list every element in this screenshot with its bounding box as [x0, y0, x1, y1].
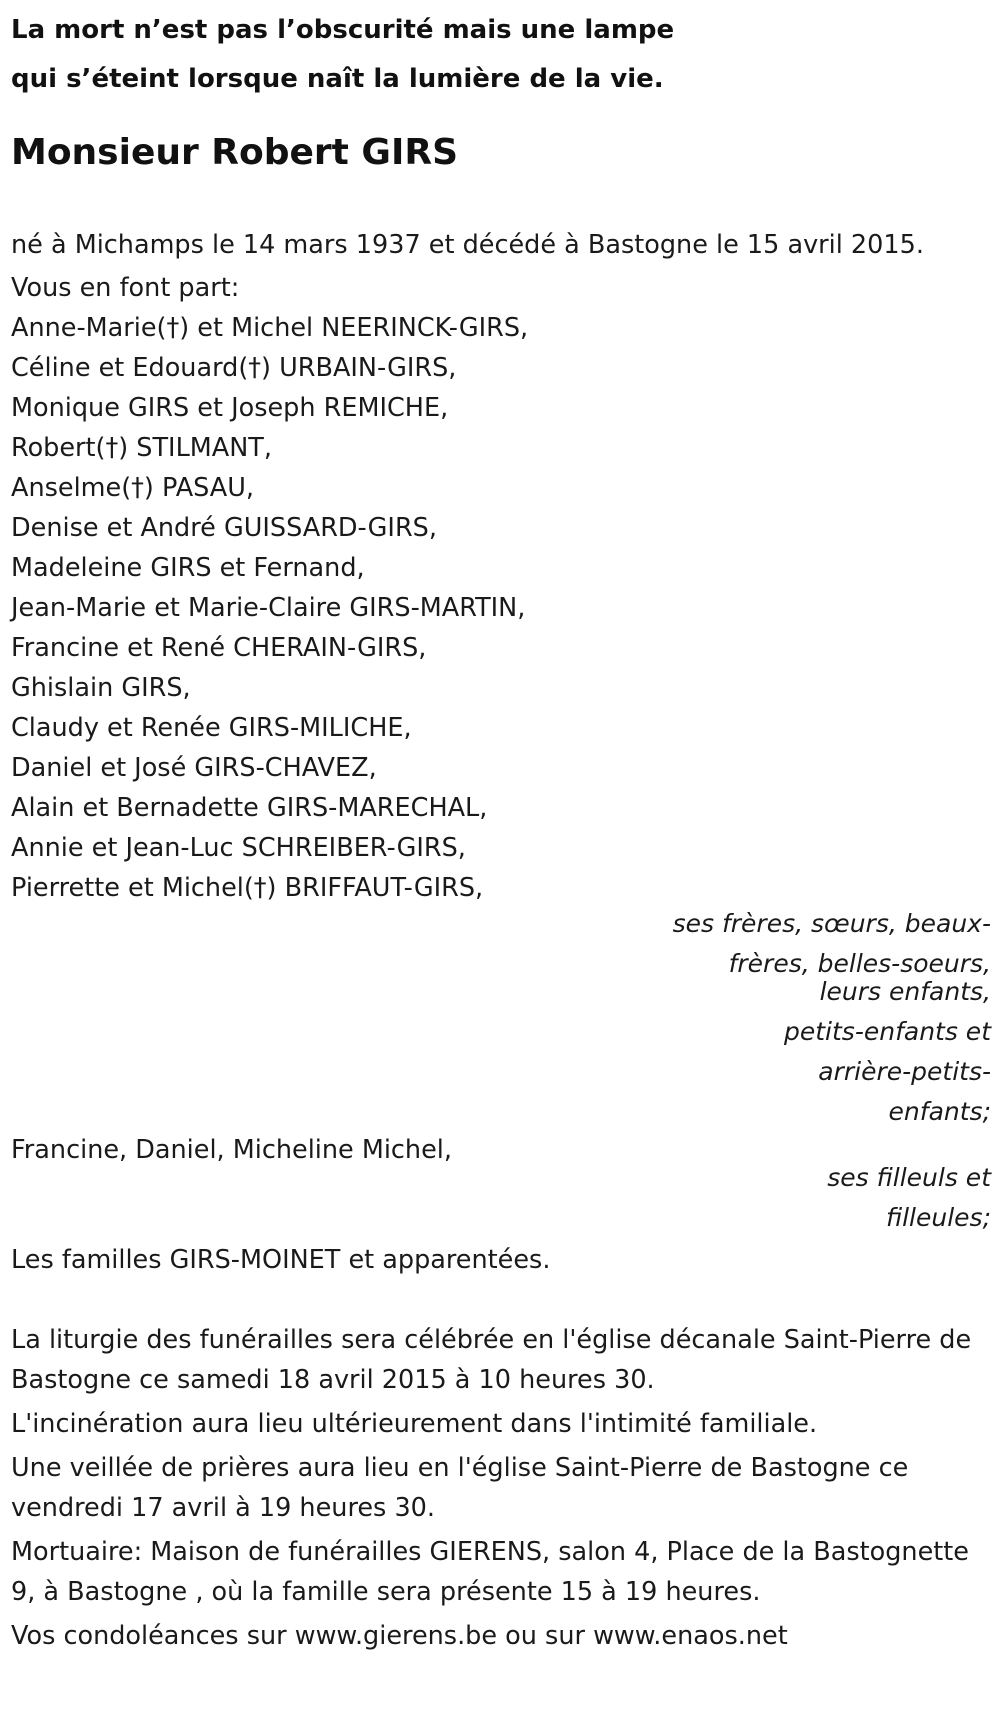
godchildren-relation: ses filleuls et filleules;	[827, 1163, 991, 1232]
funeral-text: La liturgie des funérailles sera célébrée en l'église décanale Saint-Pierre de Bastogne ce samedi 18 avril 2015 à 10 heures 30.	[11, 1325, 972, 1395]
epigraph-line-1: La mort n’est pas l’obscurité mais une lampe	[11, 15, 675, 45]
list-item: Jean-Marie et Marie-Claire GIRS-MARTIN,	[11, 593, 526, 623]
epigraph	[11, 6, 674, 104]
birth-death-line: né à Michamps le 14 mars 1937 et décédé à Bastogne le 15 avril 2015.	[11, 230, 924, 260]
obituary-body	[11, 225, 991, 1656]
list-item: Robert(†) STILMANT,	[11, 433, 272, 463]
list-item: Madeleine GIRS et Fernand,	[11, 553, 365, 583]
siblings-relation: ses frères, sœurs, beaux-frères, belles-soeurs,	[672, 909, 991, 978]
list-item: Monique GIRS et Joseph REMICHE,	[11, 393, 449, 423]
epigraph-line-2: qui s’éteint lorsque naît la lumière de la vie.	[11, 64, 664, 94]
list-item: Annie et Jean-Luc SCHREIBER-GIRS,	[11, 833, 466, 863]
list-item: Ghislain GIRS,	[11, 673, 191, 703]
siblings-list	[11, 308, 991, 908]
list-item: Alain et Bernadette GIRS-MARECHAL,	[11, 793, 488, 823]
condolences-text: Vos condoléances sur www.gierens.be ou sur www.enaos.net	[11, 1621, 788, 1651]
vigil-text: Une veillée de prières aura lieu en l'église Saint-Pierre de Bastogne ce vendredi 17 avril à 19 heures 30.	[11, 1453, 909, 1523]
list-item: Francine et René CHERAIN-GIRS,	[11, 633, 427, 663]
godchildren-line: Francine, Daniel, Micheline Michel,	[11, 1135, 452, 1165]
announcement-intro: Vous en font part:	[11, 273, 240, 303]
descendants-relation: leurs enfants, petits-enfants et arrière-petits-enfants;	[784, 977, 991, 1126]
list-item: Pierrette et Michel(†) BRIFFAUT-GIRS,	[11, 873, 484, 903]
ceremony-info	[11, 1320, 991, 1656]
section-spacer	[11, 1280, 991, 1320]
mortuary-text: Mortuaire: Maison de funérailles GIERENS, salon 4, Place de la Bastognette 9, à Bastogne , où la famille sera présente 15 à 19 heures.	[11, 1537, 969, 1607]
list-item: Anselme(†) PASAU,	[11, 473, 255, 503]
deceased-name: Monsieur Robert GIRS	[11, 132, 459, 173]
list-item: Denise et André GUISSARD-GIRS,	[11, 513, 437, 543]
list-item: Céline et Edouard(†) URBAIN-GIRS,	[11, 353, 457, 383]
list-item: Daniel et José GIRS-CHAVEZ,	[11, 753, 377, 783]
list-item: Claudy et Renée GIRS-MILICHE,	[11, 713, 412, 743]
cremation-text: L'incinération aura lieu ultérieurement dans l'intimité familiale.	[11, 1409, 818, 1439]
list-item: Anne-Marie(†) et Michel NEERINCK-GIRS,	[11, 313, 529, 343]
families-line: Les familles GIRS-MOINET et apparentées.	[11, 1245, 551, 1275]
